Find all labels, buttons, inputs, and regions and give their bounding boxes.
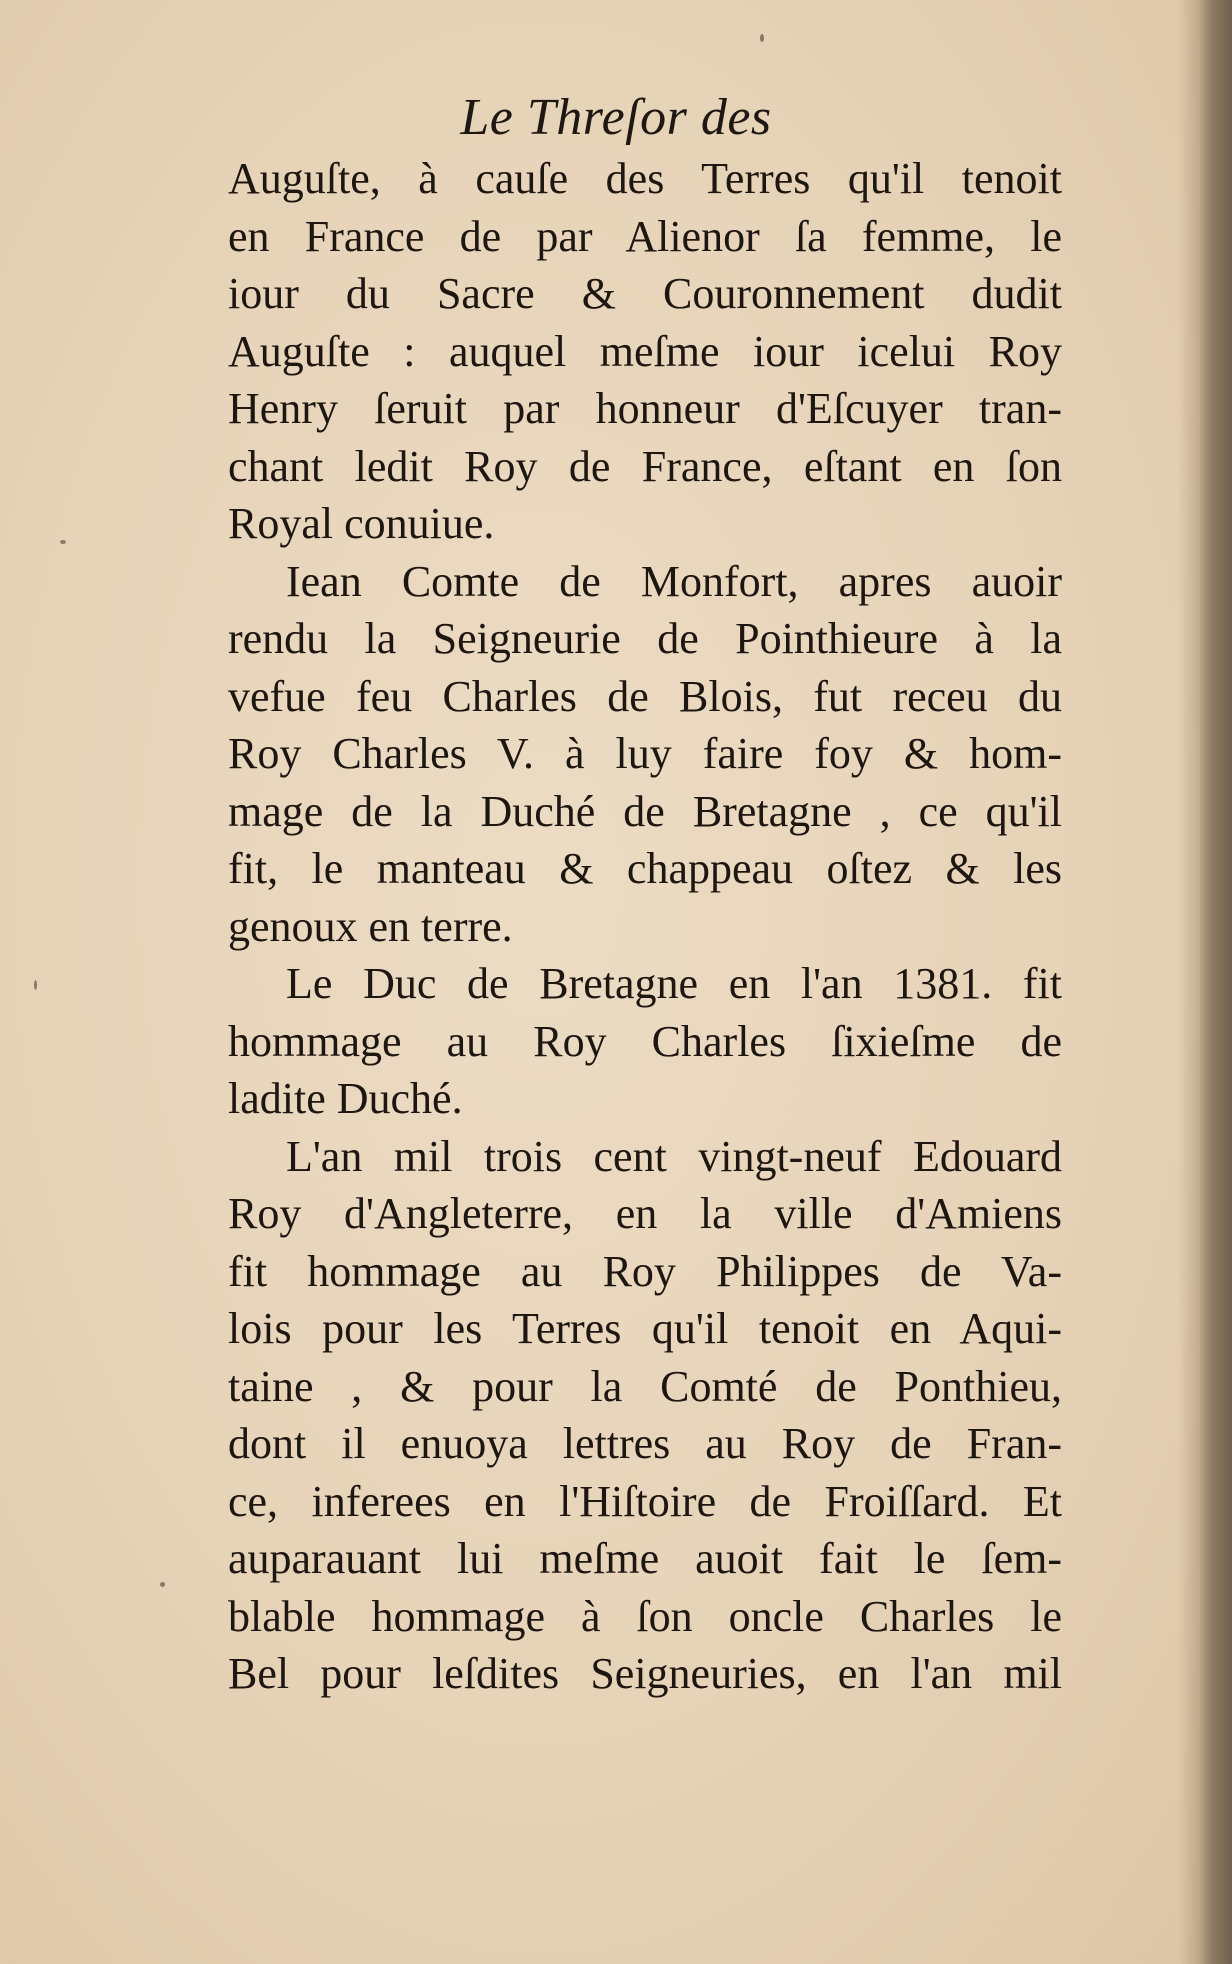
- running-head: Le Threſor des: [460, 89, 772, 146]
- text-line: Le Duc de Bretagne en l'an 1381. fit: [286, 959, 1062, 1008]
- text-line: en France de par Alienor ſa femme, le: [228, 211, 1062, 261]
- text-line: vefue feu Charles de Blois, fut receu du: [228, 671, 1062, 721]
- text-line: Iean Comte de Monfort, apres auoir: [286, 556, 1062, 606]
- ink-speck: [160, 1582, 165, 1587]
- text-line: chant ledit Roy de France, eſtant en ſon: [228, 441, 1062, 491]
- text-line: Roy d'Angleterre, en la ville d'Amiens: [228, 1189, 1062, 1238]
- text-line: Roy Charles V. à luy faire foy & hom-: [228, 729, 1062, 778]
- text-line: Henry ſeruit par honneur d'Eſcuyer tran-: [228, 384, 1062, 433]
- text-line: dont il enuoya lettres au Roy de Fran-: [228, 1419, 1062, 1468]
- text-line: fit hommage au Roy Philippes de Va-: [228, 1246, 1062, 1296]
- text-line: mage de la Duché de Bretagne , ce qu'il: [228, 786, 1062, 836]
- text-line: auparauant lui meſme auoit fait le ſem-: [228, 1534, 1062, 1583]
- ink-speck: [60, 540, 66, 544]
- ink-speck: [760, 34, 764, 42]
- text-line: hommage au Roy Charles ſixieſme de: [228, 1016, 1062, 1066]
- text-line: Royal conuiue.: [228, 499, 495, 548]
- text-line: Bel pour leſdites Seigneuries, en l'an mil: [228, 1649, 1062, 1698]
- book-gutter: [1200, 0, 1232, 1964]
- text-line: L'an mil trois cent vingt-neuf Edouard: [286, 1131, 1062, 1181]
- text-line: Auguſte, à cauſe des Terres qu'il tenoit: [228, 154, 1062, 203]
- text-line: genoux en terre.: [228, 901, 513, 951]
- ink-speck: [34, 980, 37, 990]
- text-line: rendu la Seigneurie de Pointhieure à la: [228, 614, 1062, 663]
- text-line: ladite Duché.: [228, 1074, 463, 1123]
- text-line: Auguſte : auquel meſme iour icelui Roy: [228, 326, 1062, 376]
- text-line: lois pour les Terres qu'il tenoit en Aqui-: [228, 1304, 1062, 1353]
- text-line: ce, inferees en l'Hiſtoire de Froiſſard. Et: [228, 1476, 1062, 1526]
- body-text: [228, 150, 1062, 1703]
- text-line: taine , & pour la Comté de Ponthieu,: [228, 1361, 1062, 1411]
- text-line: fit, le manteau & chappeau oſtez & les: [228, 844, 1062, 893]
- text-line: iour du Sacre & Couronnement dudit: [228, 269, 1062, 318]
- page-edge-shadow: [1178, 0, 1200, 1964]
- text-line: blable hommage à ſon oncle Charles le: [228, 1591, 1062, 1641]
